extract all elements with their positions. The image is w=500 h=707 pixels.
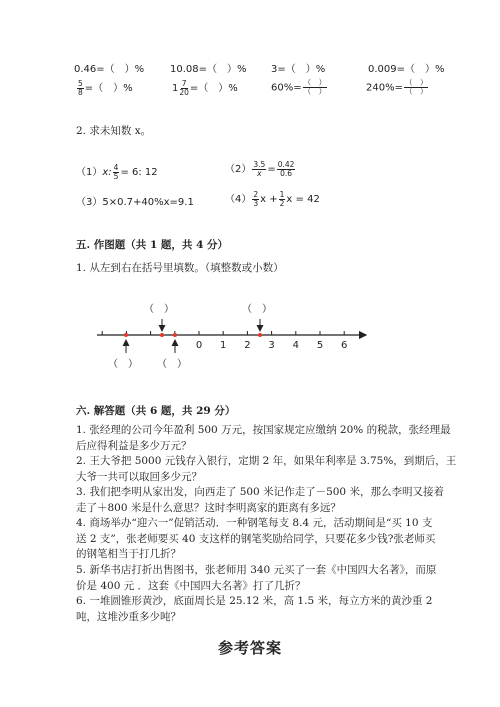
percent-q-5: $\frac{5}{8}$ =（ ）% (78, 78, 133, 97)
percent-q-6: 1 $\frac{7}{20}$ =（ ）% (172, 78, 238, 97)
percent-q-3: 3=（ ）% (271, 64, 326, 75)
number-line-tick-labels (196, 340, 348, 351)
red-point (173, 333, 177, 337)
section5-question: 1. 从左到右在括号里填数。（填整数或小数） (76, 262, 284, 274)
blank-top-2: （ ） (242, 304, 272, 315)
blank-top-1: （ ） (144, 304, 174, 315)
problem-3: 3. 我们把李明从家出发，向西走了 500 米记作走了－500 米，那么李明又接着 走了＋800 米是什么意思？这时李明离家的距离有多远？ (76, 486, 444, 514)
fraction: $\frac{7}{20}$ (179, 78, 189, 97)
number-line-tick-label: 1 (220, 340, 227, 351)
blank-fraction: $\frac{( )}{( )}$ (404, 78, 428, 96)
percent-q-2: 10.08=（ ）% (170, 64, 247, 75)
percent-q-8: 240%= $\frac{( )}{( )}$ (366, 78, 428, 96)
percent-q-4: 0.009=（ ）% (368, 64, 445, 75)
equation-3: （3）5×0.7+40%x=9.1 (76, 197, 194, 208)
number-line-tick-label: 5 (316, 340, 324, 351)
fraction: $\frac{5}{8}$ (78, 78, 83, 97)
blank-fraction: $\frac{( )}{( )}$ (303, 78, 327, 96)
blank-bottom-1: （ ） (108, 359, 138, 370)
number-line-ticks (102, 331, 344, 335)
percent-q-7: 60%= $\frac{( )}{( )}$ (271, 78, 327, 96)
equation-4: （4） $\frac{2}{3}$ x + $\frac{1}{2}$ x = 42 (225, 189, 320, 208)
number-line-tick-label: 6 (341, 340, 348, 351)
red-point (258, 333, 262, 337)
percent-q-1: 0.46=（ ）% (74, 64, 145, 75)
number-line (0, 295, 500, 375)
number-line-tick-label: 2 (244, 340, 251, 351)
blank-bottom-2: （ ） (157, 359, 187, 370)
equation-2: （2） $\frac{3.5}{x}$ = $\frac{0.42}{0.6}$ (225, 159, 295, 178)
number-line-tick-label: 0 (195, 340, 203, 351)
problem-6: 6. 一堆圆锥形黄沙，底面周长是 25.12 米，高 1.5 米，每立方米的黄沙重 2 吨，这堆沙重多少吨？ (76, 595, 433, 623)
number-line-tick-label: 4 (292, 340, 299, 351)
section5-heading: 五. 作图题（共 1 题，共 4 分） (76, 239, 229, 251)
problem-4: 4. 商场举办“迎六一”促销活动．一种钢笔每支 8.4 元，活动期间是“买 10 支 送 2 支”，张老师要买 40 支这样的钢笔奖励给同学，只要花多少钱?张老师买 的钢笔相当于打几折？ (76, 517, 436, 561)
section6-heading: 六. 解答题（共 6 题，共 29 分） (76, 405, 236, 417)
red-point (124, 333, 128, 337)
problem-2: 2. 王大爷把 5000 元钱存入银行，定期 2 年，如果年利率是 3.75%，到期后，王 大爷一共可以取回多少元？ (76, 455, 457, 483)
q2-title: 2. 求未知数 x。 (76, 125, 152, 137)
equation-1: （1）x: $\frac{4}{5}$ = 6: 12 (76, 162, 158, 181)
number-line-tick-label: 3 (268, 340, 275, 351)
red-point (160, 333, 164, 337)
problem-5: 5. 新华书店打折出售图书，张老师用 340 元买了一套《中国四大名著》，而原 价是 400 元 ．这套《中国四大名著》打了几折？ (76, 564, 437, 592)
answer-title: 参考答案 (218, 639, 283, 657)
problem-1: 1. 张经理的公司今年盈利 500 万元，按国家规定应缴纳 20% 的税款，张经理最 后应得利益是多少万元？ (76, 424, 451, 452)
